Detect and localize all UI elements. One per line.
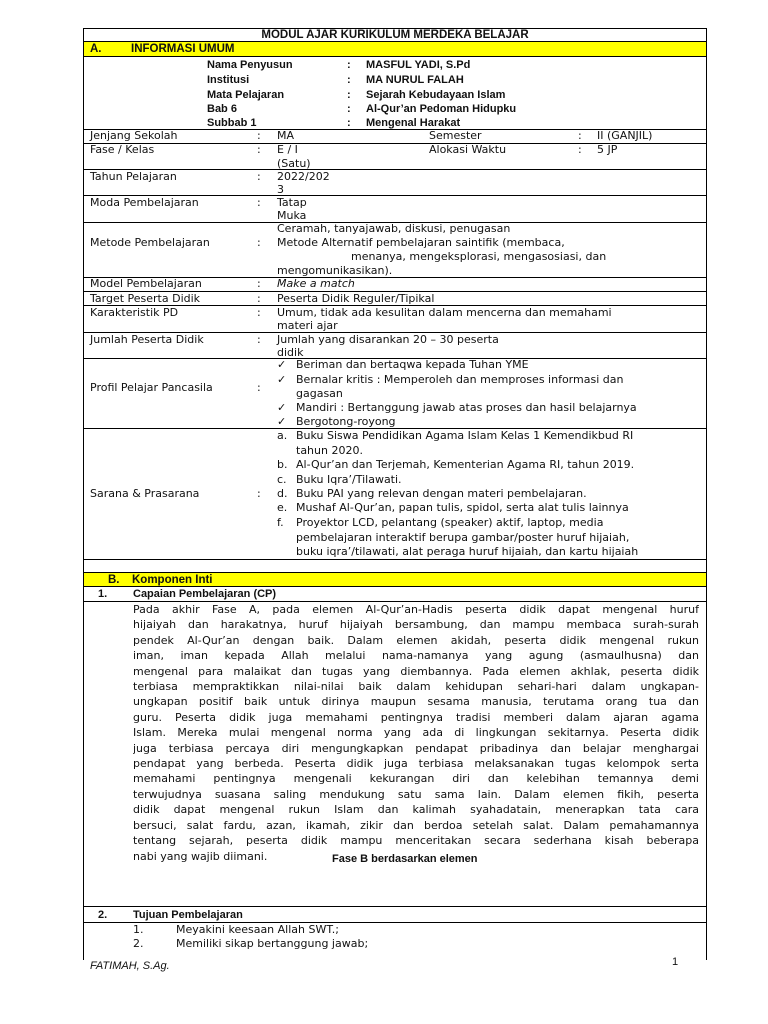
- cp-line: terwujudnya suasana saling mendukung satu sama lain. Dalam elemen fikih, peserta: [133, 787, 699, 801]
- section-b-letter: B.: [108, 574, 120, 586]
- check-icon: ✓: [277, 401, 287, 414]
- info-value: Muka: [277, 209, 307, 222]
- cp-line: iman, iman kepada Allah melalui nama-namanya yang agung (asmaulhusna) dan: [133, 649, 699, 663]
- sarana-item: Al-Qur’an dan Terjemah, Kementerian Agama RI, tahun 2019.: [296, 458, 635, 471]
- header-sep: :: [347, 74, 351, 86]
- cp-line: Pada akhir Fase A, pada elemen Al-Qur’an-Hadis peserta didik dapat mengenal huruf: [133, 603, 699, 616]
- cp-line: pendapat yang berbeda. Peserta didik juga terbiasa melaksanakan tugas kelompok serta: [133, 757, 699, 771]
- info-value: Jumlah yang disarankan 20 – 30 peserta: [277, 333, 499, 346]
- header-value: Sejarah Kebudayaan Islam: [366, 89, 506, 101]
- header-sep: :: [347, 117, 351, 129]
- info-value: MA: [277, 129, 295, 142]
- tp-title: Tujuan Pembelajaran: [133, 909, 243, 921]
- document-page: [83, 28, 707, 960]
- tp-item: Memiliki sikap bertanggung jawab;: [176, 937, 369, 950]
- check-icon: ✓: [277, 373, 287, 386]
- sarana-item: Mushaf Al-Qur’an, papan tulis, spidol, serta alat tulis lainnya: [296, 501, 629, 514]
- sarana-mark: d.: [277, 487, 288, 500]
- profil-item: Beriman dan bertaqwa kepada Tuhan YME: [296, 358, 529, 371]
- info-value: mengomunikasikan).: [277, 264, 393, 277]
- info-sep: :: [257, 306, 261, 319]
- header-value: Al-Qur’an Pedoman Hidupku: [366, 103, 517, 115]
- info-sep: :: [578, 129, 582, 142]
- footer-author: FATIMAH, S.Ag.: [90, 960, 170, 972]
- info-value: Ceramah, tanyajawab, diskusi, penugasan: [277, 222, 511, 235]
- info-label: Moda Pembelajaran: [90, 196, 199, 209]
- profil-item: gagasan: [296, 387, 343, 400]
- info-sep: :: [257, 143, 261, 156]
- cp-line: ungkapan positif baik untuk dirinya maupun sesama manusia, terutama orang tua dan: [133, 695, 699, 709]
- info-value: didik: [277, 346, 304, 359]
- header-value: Mengenal Harakat: [366, 117, 461, 129]
- info-sep: :: [257, 381, 261, 394]
- info-sep: :: [257, 333, 261, 346]
- tp-number: 2.: [98, 909, 108, 921]
- sarana-mark: e.: [277, 501, 288, 514]
- info-value: 2022/202: [277, 170, 330, 183]
- sarana-item: Buku PAI yang relevan dengan materi pembelajaran.: [296, 487, 587, 500]
- cp-line: hijaiyah dan harakatnya, huruf hijaiyah bersambung, dan mampu membaca surah-surah: [133, 618, 699, 632]
- info-label: Fase / Kelas: [90, 143, 155, 156]
- sarana-mark: c.: [277, 473, 287, 486]
- profil-item: Mandiri : Bertanggung jawab atas proses dan hasil belajarnya: [296, 401, 637, 414]
- divider: [84, 906, 706, 907]
- header-label: Bab 6: [207, 103, 237, 115]
- section-a-letter: A.: [90, 43, 102, 55]
- sarana-mark: b.: [277, 458, 288, 471]
- info-value: Metode Alternatif pembelajaran saintifik (membaca,: [277, 236, 565, 249]
- profil-item: Bergotong-royong: [296, 415, 396, 428]
- cp-line: tentang sejarah, peserta didik mampu menceritakan secara sederhana kisah beberapa: [133, 834, 699, 848]
- info-value: menanya, mengeksplorasi, mengasosiasi, dan: [351, 250, 607, 263]
- section-a-header: [84, 42, 706, 57]
- info-label: Karakteristik PD: [90, 306, 179, 319]
- cp-line: Islam. Mereka mulai mengenal norma yang ada di lingkungan sekitarnya. Peserta didik: [133, 726, 699, 740]
- info-label: Tahun Pelajaran: [90, 170, 177, 183]
- section-a-title: INFORMASI UMUM: [131, 43, 235, 55]
- info-value: Peserta Didik Reguler/Tipikal: [277, 292, 435, 305]
- profil-item: Bernalar kritis : Memperoleh dan memproses informasi dan: [296, 373, 624, 386]
- check-icon: ✓: [277, 358, 287, 371]
- sarana-item: buku iqra’/tilawati, alat peraga huruf hijaiah, dan kartu hijaiah: [296, 545, 639, 558]
- cp-number: 1.: [98, 588, 108, 600]
- info-label: Model Pembelajaran: [90, 277, 202, 290]
- sarana-item: Buku Siswa Pendidikan Agama Islam Kelas 1 Kemendikbud RI: [296, 429, 634, 442]
- info-label: Target Peserta Didik: [90, 292, 201, 305]
- info-sep: :: [257, 196, 261, 209]
- info-value: 3: [277, 183, 284, 196]
- info-value: II (GANJIL): [597, 129, 653, 142]
- header-label: Subbab 1: [207, 117, 257, 129]
- cp-line: bersuci, salat fardu, azan, ikamah, zikir dan berdoa setelah salat. Dalam pemahamannya: [133, 818, 699, 832]
- info-label: Metode Pembelajaran: [90, 236, 210, 249]
- info-value: Make a match: [277, 277, 355, 290]
- info-value: materi ajar: [277, 319, 338, 332]
- sarana-mark: f.: [277, 516, 284, 529]
- info-sep: :: [257, 129, 261, 142]
- cp-line: guru. Peserta didik juga memahami pentingnya tradisi memberi dalam ajaran agama: [133, 710, 699, 724]
- check-icon: ✓: [277, 415, 287, 428]
- info-label: Jenjang Sekolah: [90, 129, 178, 142]
- cp-line: mengenal para malaikat dan tugas yang diembannya. Pada elemen akhlak, peserta didik: [133, 664, 699, 678]
- info-value: 5 JP: [597, 143, 618, 156]
- info-label: Alokasi Waktu: [429, 143, 507, 156]
- info-value: Umum, tidak ada kesulitan dalam mencerna dan memahami: [277, 306, 612, 319]
- sarana-item: pembelajaran interaktif berupa gambar/poster huruf hijaiah,: [296, 531, 630, 544]
- info-label: Semester: [429, 129, 482, 142]
- info-sep: :: [578, 143, 582, 156]
- header-sep: :: [347, 103, 351, 115]
- cp-line: nabi yang wajib diimani.: [133, 849, 268, 863]
- cp-line: memahami pentingnya mengenali kekurangan diri dan kelebihan temannya demi: [133, 772, 699, 786]
- info-label: Jumlah Peserta Didik: [90, 333, 204, 346]
- cp-line: juga terbiasa percaya diri mengungkapkan pendapat pribadinya dan belajar menghargai: [133, 741, 699, 755]
- info-sep: :: [257, 292, 261, 305]
- header-value: MASFUL YADI, S.Pd: [366, 59, 471, 71]
- header-label: Mata Pelajaran: [207, 89, 285, 101]
- tp-item-number: 1.: [133, 923, 144, 936]
- cp-line: didik dapat mengenal rukun Islam dan kalimah syahadatain, menerapkan tata cara: [133, 803, 699, 817]
- divider: [84, 559, 706, 560]
- section-b-header: [84, 573, 706, 587]
- info-label: Sarana & Prasarana: [90, 487, 200, 500]
- tp-item: Meyakini keesaan Allah SWT.;: [176, 923, 339, 936]
- header-sep: :: [347, 59, 351, 71]
- header-sep: :: [347, 89, 351, 101]
- header-value: MA NURUL FALAH: [366, 74, 464, 86]
- sarana-item: tahun 2020.: [296, 444, 363, 457]
- header-label: Nama Penyusun: [207, 59, 293, 71]
- page-number: 1: [672, 956, 679, 968]
- info-value: E / I: [277, 143, 298, 156]
- sarana-mark: a.: [277, 429, 288, 442]
- cp-line: pendek Al-Qur’an dengan baik. Dalam elemen akidah, peserta didik mengenal rukun: [133, 633, 699, 647]
- sarana-item: Buku Iqra’/Tilawati.: [296, 473, 402, 486]
- info-sep: :: [257, 277, 261, 290]
- document-title: MODUL AJAR KURIKULUM MERDEKA BELAJAR: [84, 28, 706, 42]
- divider: [84, 169, 706, 170]
- section-b-title: Komponen Inti: [132, 574, 213, 586]
- info-sep: :: [257, 487, 261, 500]
- info-sep: :: [257, 236, 261, 249]
- cp-title: Capaian Pembelajaran (CP): [133, 588, 277, 600]
- sarana-item: Proyektor LCD, pelantang (speaker) aktif, laptop, media: [296, 516, 604, 529]
- cp-line: terbiasa mempraktikkan nilai-nilai baik dalam kehidupan sehari-hari dalam ungkapan-: [133, 680, 699, 694]
- cp-subheading: Fase B berdasarkan elemen: [332, 853, 478, 865]
- cp-paragraph: [133, 602, 699, 864]
- header-label: Institusi: [207, 74, 250, 86]
- info-value: Tatap: [277, 196, 307, 209]
- tp-item-number: 2.: [133, 937, 144, 950]
- info-sep: :: [257, 170, 261, 183]
- info-value: (Satu): [277, 157, 311, 170]
- info-label: Profil Pelajar Pancasila: [90, 381, 213, 394]
